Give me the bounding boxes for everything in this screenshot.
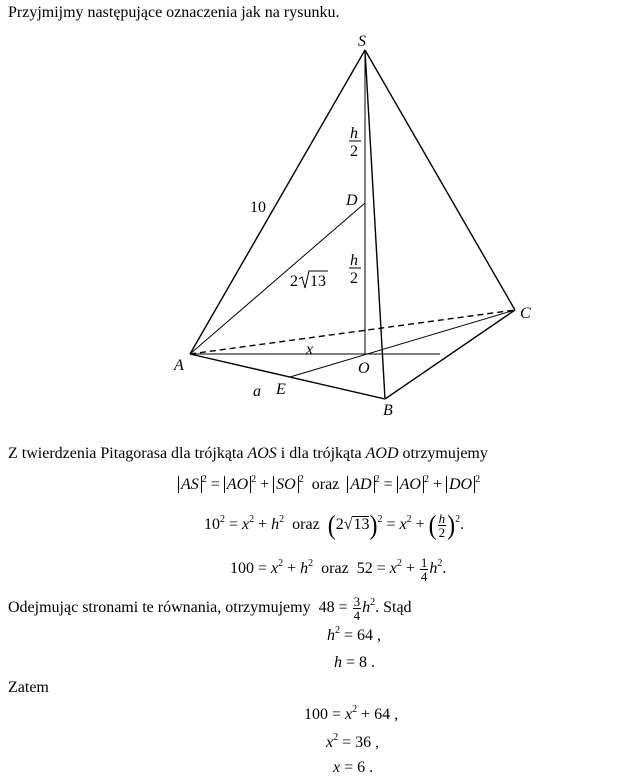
pyramid-figure bbox=[160, 30, 560, 425]
equation-x: x = 6 . bbox=[333, 759, 374, 776]
segment-AD bbox=[190, 203, 365, 354]
label-h-upper: h bbox=[350, 125, 358, 142]
equation-simplified: $100 = x^2 + h^2$ oraz $52 = x^2$ + $\frac{1}{4}$ $h^2$. bbox=[230, 555, 447, 584]
label-diag-coef: 2 bbox=[290, 273, 298, 290]
zatem-text: Zatem bbox=[8, 679, 49, 696]
label-S: S bbox=[358, 33, 366, 50]
equation-h: h = 8 . bbox=[334, 654, 376, 671]
label-x: x bbox=[306, 341, 314, 358]
edge-SB bbox=[365, 50, 385, 399]
label-10: 10 bbox=[250, 199, 266, 216]
pythagoras-intro: Z twierdzenia Pitagorasa dla trójkąta AOS i dla trójkąta AOD otrzymujemy bbox=[8, 445, 488, 462]
edge-SC bbox=[365, 50, 515, 310]
intro-text: Przyjmijmy następujące oznaczenia jak na rysunku. bbox=[8, 4, 340, 21]
label-a: a bbox=[253, 383, 261, 400]
subtract-line: Odejmując stronami te równania, otrzymujemy 48 = $\frac{3}{4}$ $h^2$. Stąd bbox=[8, 594, 412, 623]
label-B: B bbox=[383, 402, 393, 419]
label-2-lower: 2 bbox=[350, 270, 358, 287]
label-diag-root: 13 bbox=[310, 273, 326, 290]
label-A: A bbox=[174, 357, 184, 374]
equation-x-squared: $x^2 = 36$ , bbox=[326, 732, 380, 751]
equation-h-squared: $h^2 = 64$ , bbox=[327, 625, 382, 644]
label-E: E bbox=[276, 381, 286, 398]
equation-numeric: $10^2 = x^2 + h^2$ oraz $(2√13)^2 = x^2$ + ( $\frac{h}{2}$ )$^2$. bbox=[204, 510, 465, 541]
label-2-upper: 2 bbox=[350, 143, 358, 160]
equation-100: $100 = x^2 + 64$ , bbox=[304, 704, 399, 723]
dashed-AC bbox=[190, 310, 515, 354]
label-C: C bbox=[520, 305, 531, 322]
segment-EC bbox=[290, 310, 515, 377]
label-D: D bbox=[346, 192, 358, 209]
edge-SA bbox=[190, 50, 365, 354]
label-h-lower: h bbox=[350, 252, 358, 269]
edge-AB bbox=[190, 354, 385, 399]
label-O: O bbox=[358, 360, 370, 377]
equation-abs-values: AS $^2$ = AO $^2$ + SO $^2$ oraz AD $^2$ = AO $^2$ + DO $^2$ bbox=[178, 476, 480, 493]
